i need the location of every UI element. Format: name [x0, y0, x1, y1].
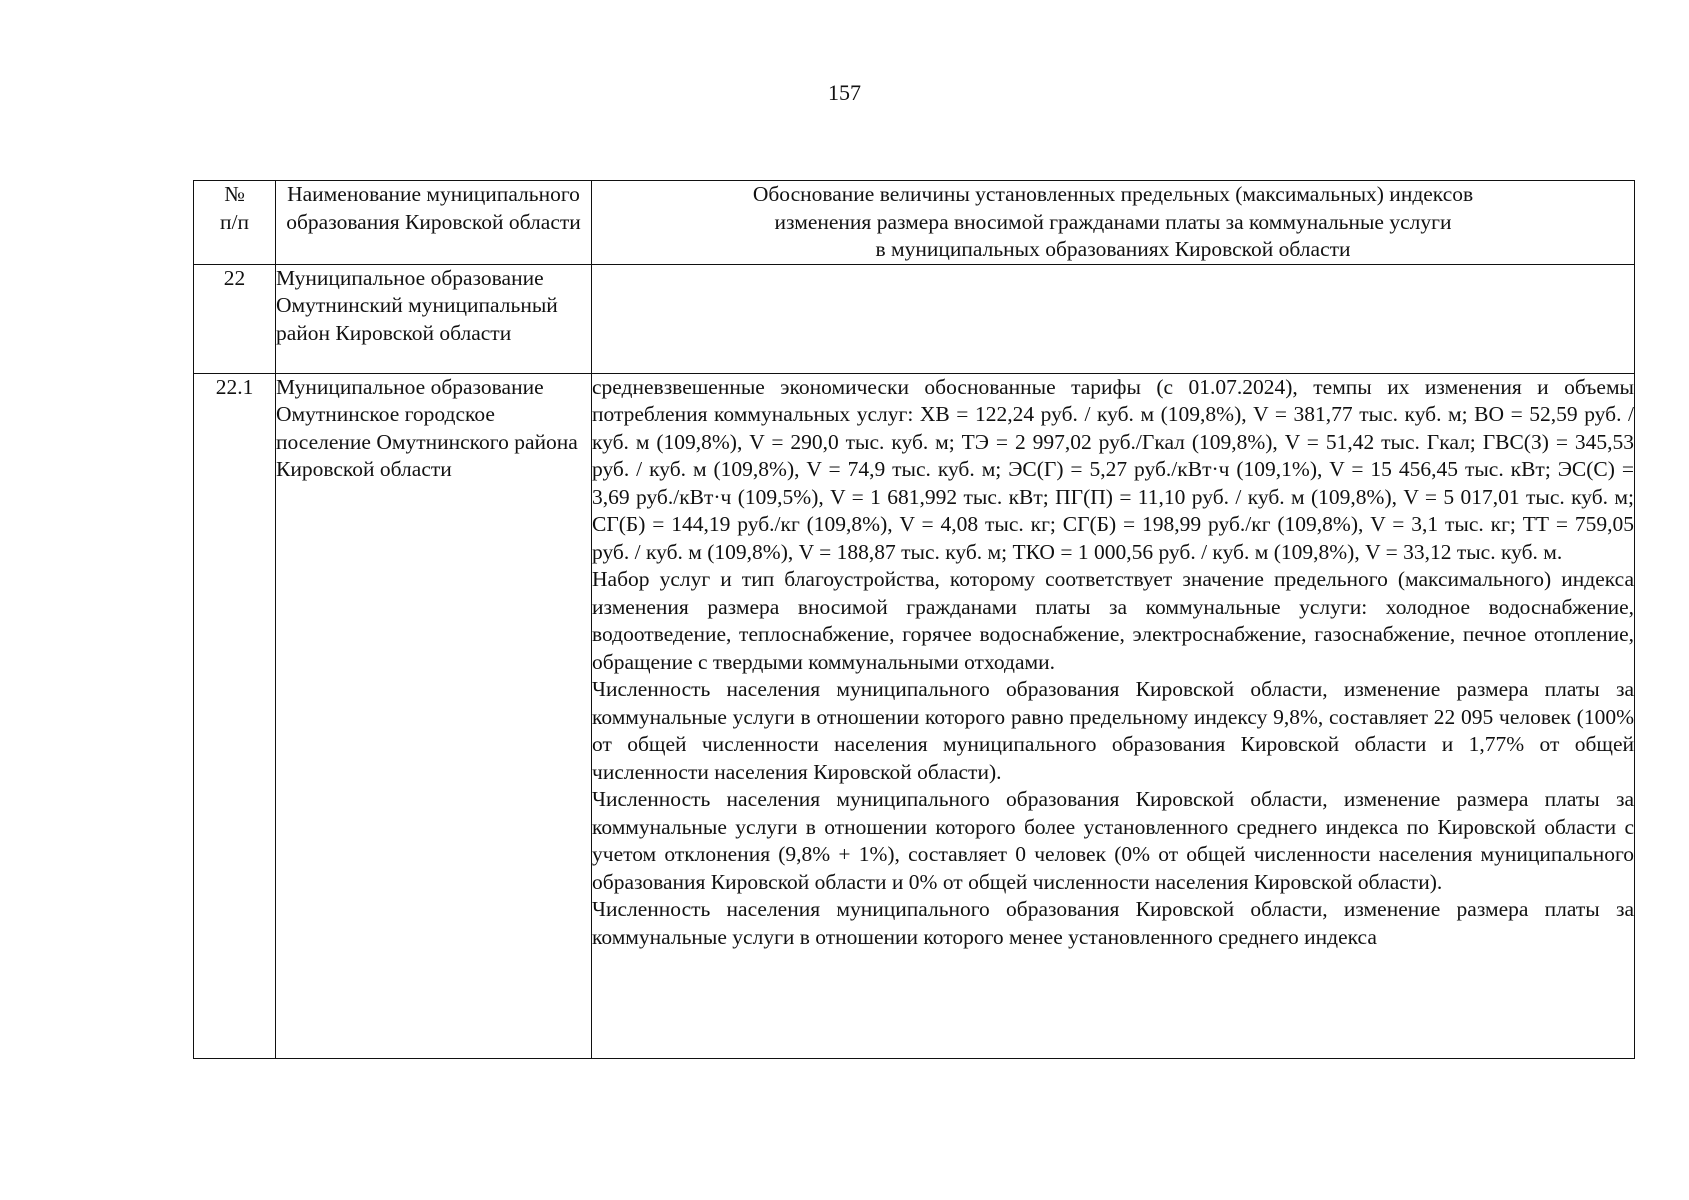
table-header-row	[194, 181, 1635, 265]
row-number: 22.1	[194, 373, 276, 1058]
header-number	[194, 181, 276, 265]
page-number: 157	[828, 80, 861, 105]
header-number-symbol: №	[224, 182, 245, 206]
header-justification-line-2: изменения размера вносимой гражданами платы за коммунальные услуги	[774, 209, 1452, 234]
header-number-label: п/п	[220, 209, 249, 234]
header-justification-line-1: Обоснование величины установленных предельных (максимальных) индексов	[752, 182, 1474, 206]
population-above-paragraph: Численность населения муниципального образования Кировской области, изменение размера платы за коммунальные услуги в отношении которого более установленного среднего индекса по Кировской области с учетом отклонения (9,8% + 1%), составляет 0 человек (0% от общей численности населения муниципального образования Кировской области и 0% от общей численности населения Кировской области).	[592, 787, 1634, 894]
population-below-paragraph: Численность населения муниципального образования Кировской области, изменение размера платы за коммунальные услуги в отношении которого менее установленного среднего индекса	[592, 897, 1634, 949]
tariff-table	[193, 180, 1635, 1059]
table-row	[194, 264, 1635, 373]
population-equal-paragraph: Численность населения муниципального образования Кировской области, изменение размера платы за коммунальные услуги в отношении которого равно предельному индексу 9,8%, составляет 22 095 человек (100% от общей численности населения муниципального образования Кировской области и 1,77% от общей численности населения Кировской области).	[592, 677, 1634, 784]
municipality-name: Муниципальное образование Омутнинское городское поселение Омутнинского района Кировской области	[276, 373, 592, 1058]
header-justification-line-3: в муниципальных образованиях Кировской области	[875, 237, 1351, 261]
justification-cell	[592, 264, 1635, 373]
row-number: 22	[194, 264, 276, 373]
header-municipality-name: Наименование муниципального образования Кировской области	[276, 181, 592, 265]
header-justification	[592, 181, 1635, 265]
tariff-paragraph: средневзвешенные экономически обоснованные тарифы (с 01.07.2024), темпы их изменения и объемы потребления коммунальных услуг: ХВ = 122,24 руб. / куб. м (109,8%), V = 381,77 тыс. куб. м; ВО = 52,59 руб. / куб. м (109,8%), V = 290,0 тыс. куб. м; ТЭ = 2 997,02 руб./Гкал (109,8%), V = 51,42 тыс. Гкал; ГВС(З) = 345,53 руб. / куб. м (109,8%), V = 74,9 тыс. куб. м; ЭС(Г) = 5,27 руб./кВт·ч (109,1%), V = 15 456,45 тыс. кВт; ЭС(С) = 3,69 руб./кВт·ч (109,5%), V = 1 681,992 тыс. кВт; ПГ(П) = 11,10 руб. / куб. м (109,8%), V = 5 017,01 тыс. куб. м; СГ(Б) = 144,19 руб./кг (109,8%), V = 4,08 тыс. кг; СГ(Б) = 198,99 руб./кг (109,8%), V = 3,1 тыс. кг; ТТ = 759,05 руб. / куб. м (109,8%), V = 188,87 тыс. куб. м; ТКО = 1 000,56 руб. / куб. м (109,8%), V = 33,12 тыс. куб. м.	[592, 374, 1634, 564]
municipality-name: Муниципальное образование Омутнинский муниципальный район Кировской области	[276, 264, 592, 373]
justification-cell	[592, 373, 1635, 1058]
services-paragraph: Набор услуг и тип благоустройства, которому соответствует значение предельного (максимального) индекса изменения размера вносимой гражданами платы за коммунальные услуги: холодное водоснабжение, водоотведение, теплоснабжение, горячее водоснабжение, электроснабжение, газоснабжение, печное отопление, обращение с твердыми коммунальными отходами.	[592, 567, 1634, 674]
table-row	[194, 373, 1635, 1058]
